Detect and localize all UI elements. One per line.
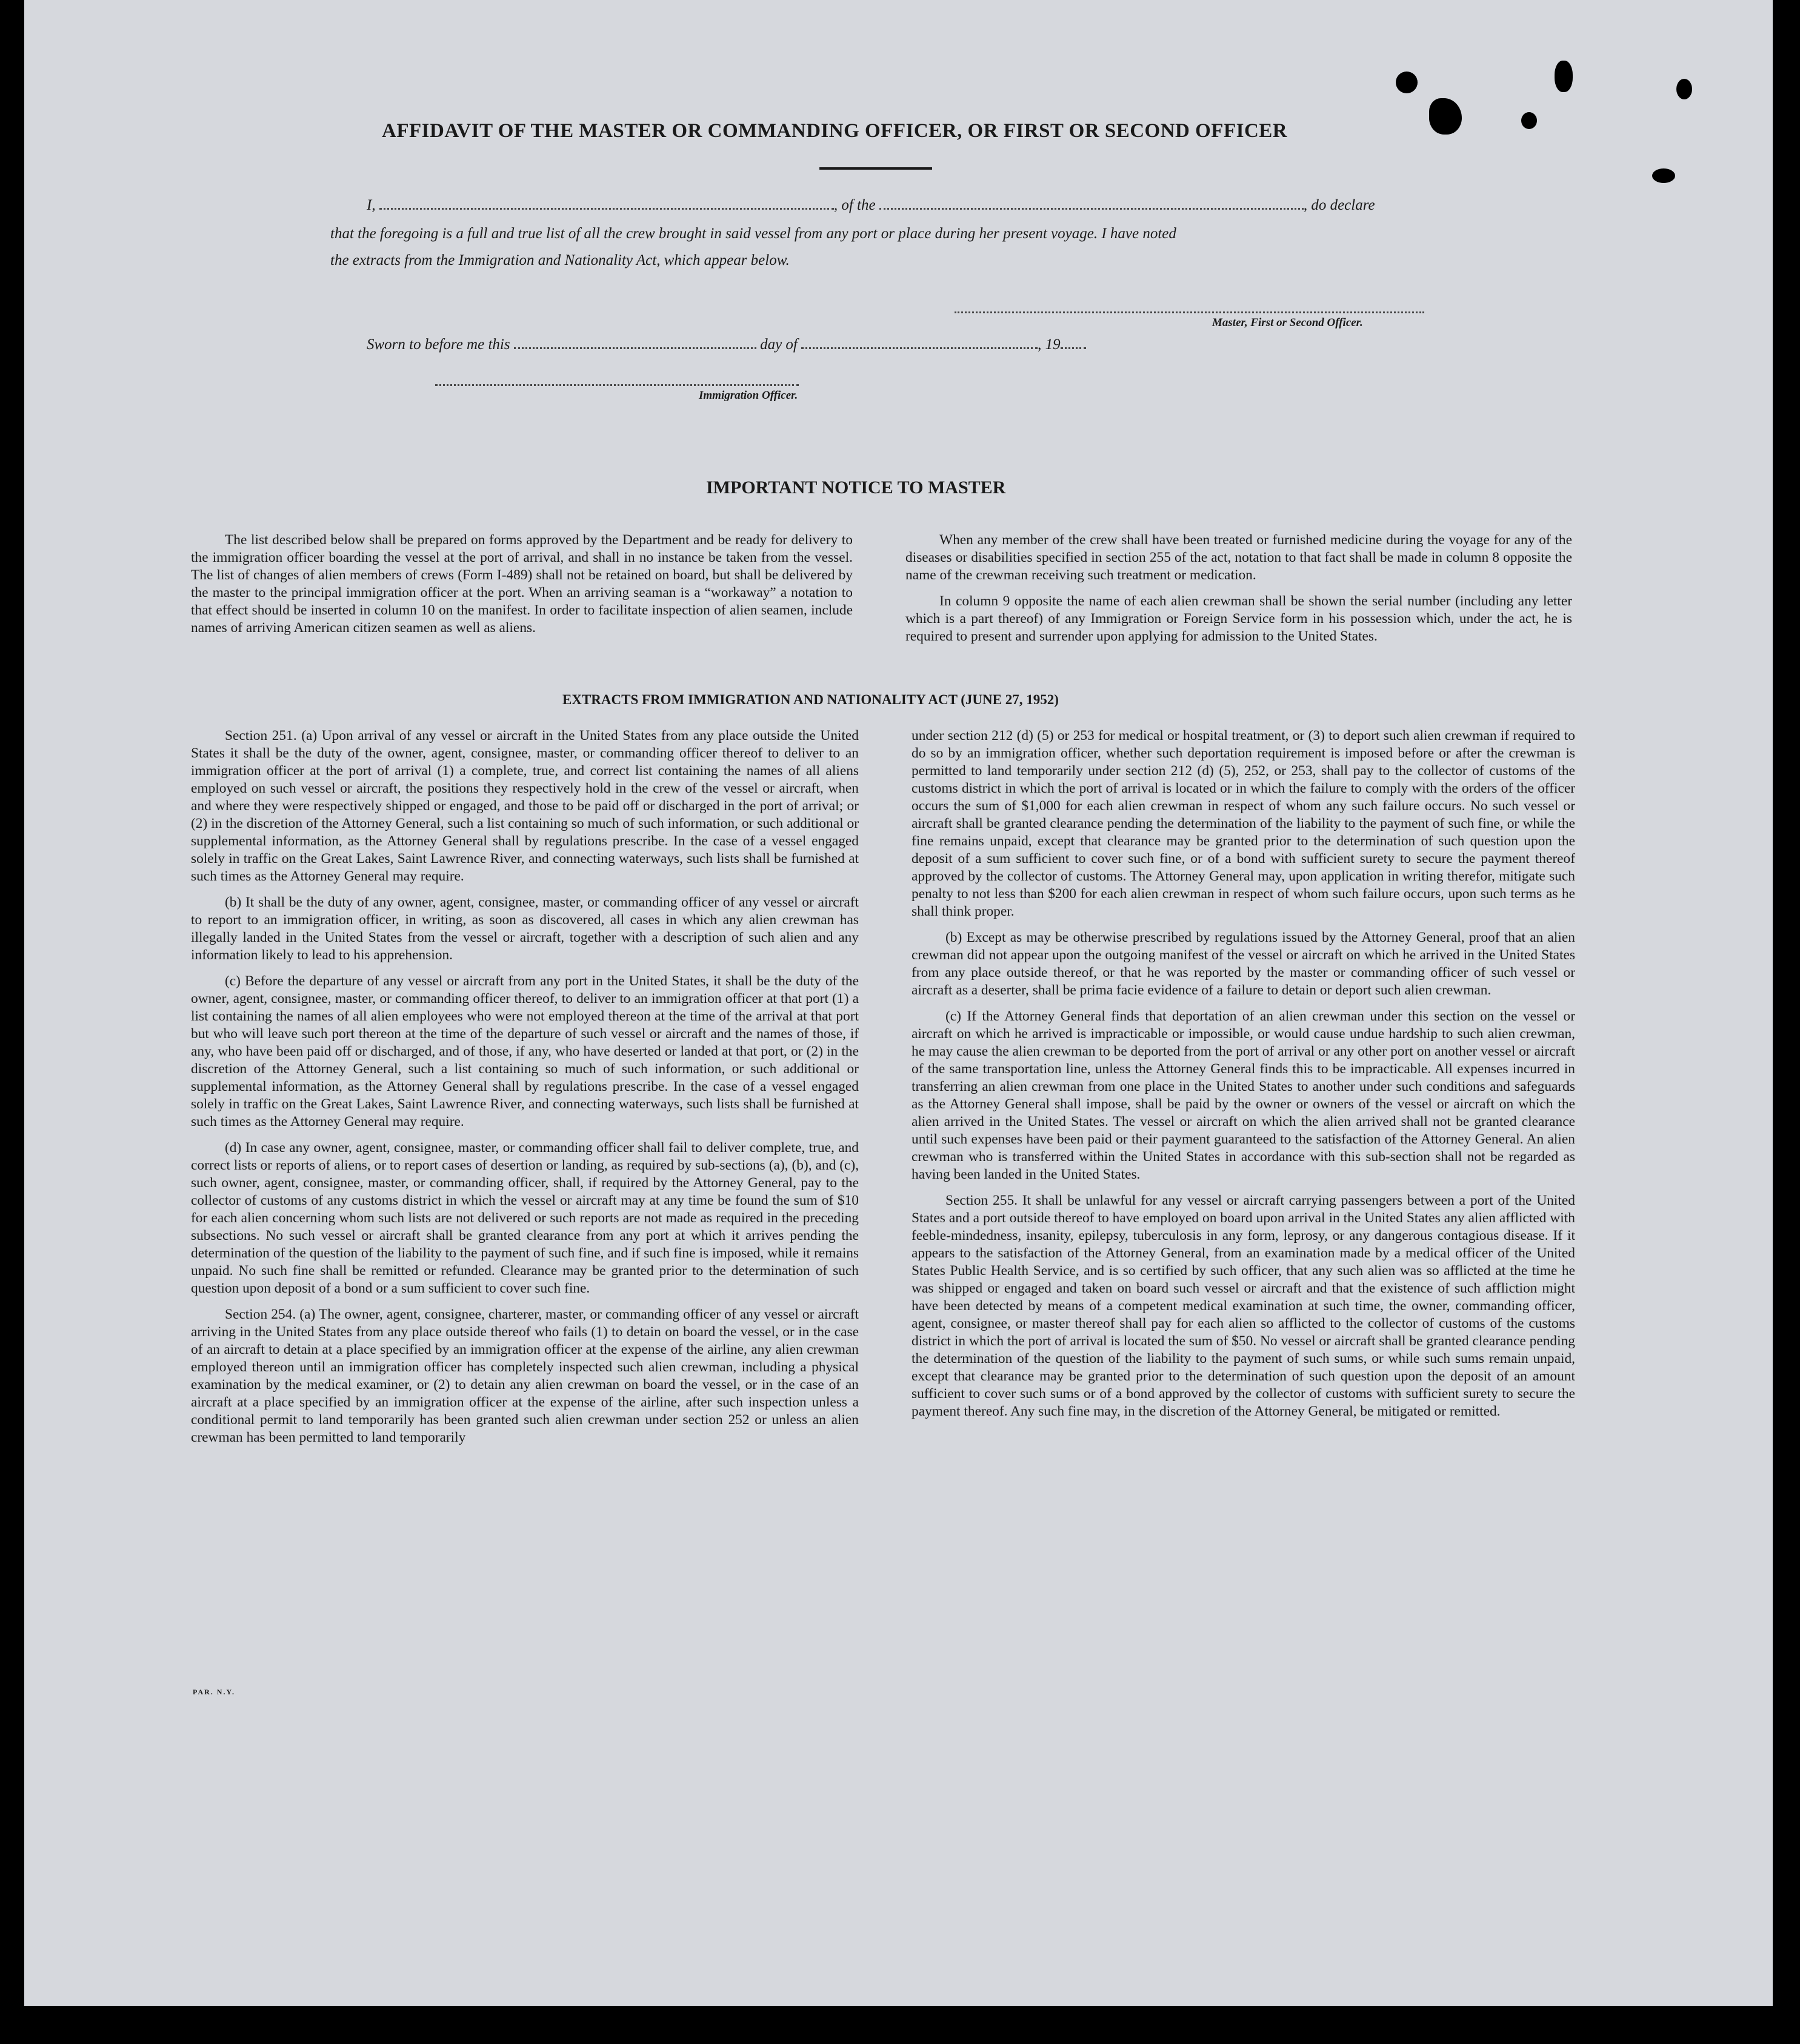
notice-right-paragraph-2: In column 9 opposite the name of each alien crewman shall be shown the serial number (including any letter which is a part thereof) of any Immigration or Foreign Service form in his possession which, under the act, he is required to present and surrender upon applying for admission to the United States. [905,593,1572,644]
sworn-prefix: Sworn to before me this [367,336,510,353]
immigration-officer-signature-line[interactable] [435,383,799,386]
name-field[interactable] [379,207,834,210]
section-251-c: (c) Before the departure of any vessel or aircraft from any port in the United States, it shall be the duty of the owner, agent, consignee, master, or commanding officer thereof, to deliver to an immigration officer at that port (1) a list containing the names of all alien employees who were not employed thereon at the time of the arrival at that port but who will leave such port thereon at the time of the departure of such vessel or aircraft and the names of those, if any, who have been paid off or discharged, and of those, if any, who have deserted or landed at that port, or (2) in the discretion of the Attorney General, such a list containing so much of such information, or such additional or supplemental information, as the Attorney General shall by regulations prescribe. In the case of a vessel engaged solely in traffic on the Great Lakes, Saint Lawrence River, and connecting waterways, such lists shall be furnished at such times as the Attorney General may require. [191,973,859,1130]
sworn-month-field[interactable] [801,347,1038,349]
punch-hole [1555,61,1573,92]
declaration-line [367,197,1375,214]
notice-left-column [191,531,853,637]
section-255: Section 255. It shall be unlawful for any vessel or aircraft carrying passengers between a port of the United States and a port outside thereof to have employed on board upon arrival in the United States any alien afflicted with feeble-mindedness, insanity, epilepsy, tuberculosis in any form, leprosy, or any dangerous contagious disease. If it appears to the satisfaction of the Attorney General, from an examination made by a medical officer of the United States Public Health Service, and is so certified by such officer, that any such alien was so afflicted at the time he was shipped or engaged and taken on board such vessel or aircraft and that the existence of such affliction might have been detected by means of a competent medical examination at such time, the owner, commanding officer, agent, consignee, or master thereof shall pay for each alien so afflicted to the collector of customs of the customs district in which the port of arrival is located the sum of $50. No vessel or aircraft shall be granted clearance pending the determination of the question of the liability to the payment of such sums, or while such sums remain unpaid, except that clearance may be granted prior to the determination of such question upon the deposit of an amount sufficient to cover such sums or of a bond approved by the collector of customs with sufficient surety to secure the payment thereof. Any such fine may, in the discretion of the Attorney General, be mitigated or remitted. [912,1193,1575,1419]
section-254-a-start: Section 254. (a) The owner, agent, consignee, charterer, master, or commanding officer of any vessel or aircraft arriving in the United States from any place outside thereof who fails (1) to detain on board the vessel, or in the case of an aircraft to detain at a place specified by an immigration officer at the expense of the airline, any alien crewman employed thereon until an immigration officer has completely inspected such alien crewman, including a physical examination by the medical examiner, or (2) to detain any alien crewman on board the vessel, or in the case of an aircraft at a place specified by an immigration officer at the expense of the airline, after such inspection unless a conditional permit to land temporarily has been granted such alien crewman under section 252 or unless an alien crewman has been permitted to land temporarily [191,1307,859,1445]
declaration-of-the: , of the [833,197,876,213]
sworn-year: , 19 [1038,336,1061,353]
section-251-a: Section 251. (a) Upon arrival of any vessel or aircraft in the United States from any place outside the United States it shall be the duty of the owner, agent, consignee, master, or commanding officer thereof to deliver to an immigration officer at the port of arrival (1) a complete, true, and correct list containing the names of all aliens employed on such vessel or aircraft, the positions they respectively hold in the crew of the vessel or aircraft, when and where they were respectively shipped or engaged, and those to be paid off or discharged in the port of arrival; or (2) in the discretion of the Attorney General, such a list containing so much of such information, or such additional or supplemental information, as the Attorney General shall by regulations prescribe. In the case of a vessel engaged solely in traffic on the Great Lakes, Saint Lawrence River, and connecting waterways, such lists shall be furnished at such times as the Attorney General may require. [191,728,859,884]
extracts-left-column [191,727,859,1446]
printer-mark: PAR. N.Y. [193,1688,236,1696]
vessel-field[interactable] [879,207,1304,210]
punch-hole [1521,112,1537,129]
section-254-c: (c) If the Attorney General finds that deportation of an alien crewman under this section on the vessel or aircraft on which he arrived is impracticable or impossible, or would cause undue hardship to such alien crewman, he may cause the alien crewman to be deported from the port of arrival or any other port on another vessel or aircraft of the same transportation line, unless the Attorney General finds this to be impracticable. All expenses incurred in transferring an alien crewman from one place in the United States to another under such conditions and safeguards as the Attorney General shall impose, shall be paid by the owner or owners of the vessel or aircraft on which the alien arrived in the United States. The vessel or aircraft on which the alien arrived shall not be granted clearance until such expenses have been paid or their payment guaranteed to the satisfaction of the Attorney General. An alien crewman who is transferred within the United States in accordance with this sub-section shall not be regarded as having been landed in the United States. [912,1008,1575,1182]
sworn-line [367,336,1086,353]
extracts-right-column [912,727,1575,1420]
section-251-b: (b) It shall be the duty of any owner, agent, consignee, master, or commanding officer of any vessel or aircraft to report to an immigration officer, in writing, as soon as discovered, all cases in which any alien crewman has illegally landed in the United States from the vessel or aircraft, together with a description of such alien and any information likely to lead to his apprehension. [191,894,859,963]
declaration-i: I, [367,197,376,213]
punch-hole [1396,72,1418,93]
declaration-text-2: that the foregoing is a full and true list of all the crew brought in said vessel from any port or place during her present voyage. I have noted [330,225,1176,242]
section-254-b: (b) Except as may be otherwise prescribed by regulations issued by the Attorney General, proof that an alien crewman did not appear upon the outgoing manifest of the vessel or aircraft on which he arrived in the United States from any place outside thereof, or that he was reported by the master or commanding officer of such vessel or aircraft as a deserter, shall be prima facie evidence of a failure to detain or deport such alien crewman. [912,930,1575,998]
sworn-date-field[interactable] [514,347,756,349]
notice-title: IMPORTANT NOTICE TO MASTER [706,478,1006,498]
section-254-a-cont: under section 212 (d) (5) or 253 for medical or hospital treatment, or (3) to deport such alien crewman if required to do so by an immigration officer, whether such deportation requirement is imposed before or after the crewman is permitted to land temporarily under section 212 (d) (5), 252, or 253, shall pay to the collector of customs of the customs district in which the port of arrival is located or in which the failure to comply with the orders of the officer occurs the sum of $1,000 for each alien crewman in respect of whom any such failure occurs. No such vessel or aircraft shall be granted clearance pending the determination of the liability to the payment of such fine, or while the fine remains unpaid, except that clearance may be granted prior to the determination of such question upon the deposit of a sum sufficient to cover such fine, or of a bond with sufficient surety to secure the payment thereof approved by the collector of customs. The Attorney General may, upon application in writing therefor, mitigate such penalty to not less than $200 for each alien crewman in respect of whom such failure occurs, upon such terms as he shall think proper. [912,728,1575,919]
punch-hole [1676,79,1692,99]
notice-left-paragraph: The list described below shall be prepared on forms approved by the Department and be ready for delivery to the immigration officer boarding the vessel at the port of arrival, and shall in no instance be taken from the vessel. The list of changes of alien members of crews (Form I-489) shall not be retained on board, but shall be delivered by the master to the principal immigration officer at the port. When an arriving seaman is a “workaway” a notation to that effect should be inserted in column 10 on the manifest. In order to facilitate inspection of alien seamen, include names of arriving American citizen seamen as well as aliens. [191,532,853,636]
affidavit-title: AFFIDAVIT OF THE MASTER OR COMMANDING OFFICER, OR FIRST OR SECOND OFFICER [382,120,1288,142]
title-underline [819,167,932,170]
section-251-d: (d) In case any owner, agent, consignee, master, or commanding officer shall fail to deliver complete, true, and correct lists or reports of aliens, or to report cases of desertion or landing, as required by sub-sections (a), (b), and (c), such owner, agent, consignee, master, or commanding officer, shall, if required by the Attorney General, pay to the collector of customs of any customs district in which the vessel or aircraft may at any time be found the sum of $10 for each alien concerning whom such lists are not delivered or such reports are not made as required in the preceding subsections. No such vessel or aircraft shall be granted clearance from any port at which it arrives pending the determination of the question of the liability to the payment of such fine, and if such fine is imposed, while it remains unpaid. No such fine shall be remitted or refunded. Clearance may be granted prior to the determination of such question upon deposit of a bond or a sum sufficient to cover such fine. [191,1140,859,1296]
notice-right-paragraph-1: When any member of the crew shall have been treated or furnished medicine during the voyage for any of the diseases or disabilities specified in section 255 of the act, notation to that fact shall be made in column 8 opposite the name of the crewman receiving such treatment or medication. [905,532,1572,583]
declaration-do-declare: , do declare [1303,197,1375,213]
declaration-text-3: the extracts from the Immigration and Nationality Act, which appear below. [330,252,790,268]
sworn-year-field[interactable] [1061,347,1086,349]
master-signature-line[interactable] [955,310,1424,313]
master-label: Master, First or Second Officer. [1212,316,1363,329]
immigration-officer-label: Immigration Officer. [699,389,798,402]
notice-right-column [905,531,1572,645]
sworn-day-of: day of [760,336,798,353]
extracts-title: EXTRACTS FROM IMMIGRATION AND NATIONALITY ACT (JUNE 27, 1952) [562,692,1059,707]
punch-hole [1652,168,1675,183]
